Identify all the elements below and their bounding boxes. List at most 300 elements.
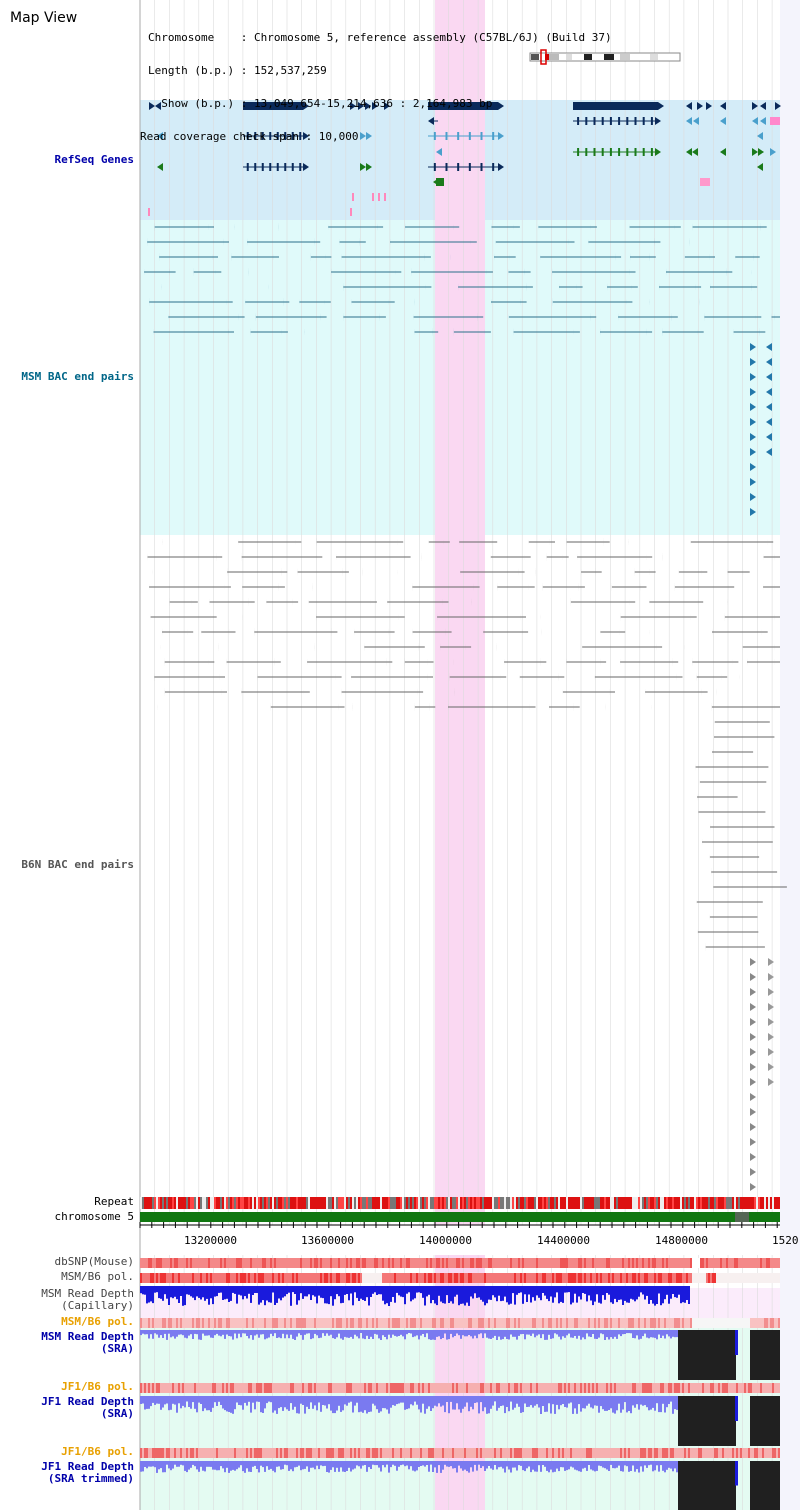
jf1-depth-trimmed-bar <box>500 1461 502 1467</box>
jf1-b6-pol-strip-2 <box>736 1448 738 1458</box>
jf1-read-depth-trimmed-label[interactable]: JF1 Read Depth (SRA trimmed) <box>41 1460 134 1485</box>
assembly-info <box>140 10 612 164</box>
dbsnp-strip <box>182 1258 184 1268</box>
dbsnp-strip <box>264 1258 266 1268</box>
msm-depth-sra-bar <box>188 1330 190 1336</box>
jf1-b6-pol-strip-2 <box>142 1448 144 1458</box>
dbsnp-strip <box>140 1258 142 1268</box>
msm-depth-capillary-bar <box>336 1286 338 1294</box>
jf1-depth-trimmed-bar <box>308 1461 310 1472</box>
msm-b6-pol-strip-2 <box>426 1318 428 1328</box>
msm-depth-sra-bar <box>534 1330 536 1337</box>
jf1-b6-pol-strip <box>768 1383 770 1393</box>
dbsnp-strip <box>296 1258 298 1268</box>
msm-b6-pol-strip <box>504 1273 506 1283</box>
jf1-b6-pol-strip <box>648 1383 650 1393</box>
msm-depth-sra-bar <box>366 1330 368 1336</box>
dbsnp-strip <box>710 1258 712 1268</box>
jf1-depth-sra-bar <box>550 1396 552 1414</box>
msm-b6-pol-strip-2 <box>486 1318 488 1328</box>
msm-depth-capillary-bar <box>206 1286 208 1299</box>
jf1-b6-pol-strip <box>486 1383 488 1393</box>
jf1-b6-pol-strip <box>544 1383 546 1393</box>
jf1-b6-pol-strip-2 <box>700 1448 702 1458</box>
jf1-depth-trimmed-bar <box>494 1461 496 1465</box>
jf1-b6-pol-strip-2 <box>150 1448 152 1458</box>
dbsnp-strip <box>254 1258 256 1268</box>
msm-depth-capillary-bar <box>564 1286 566 1293</box>
jf1-b6-pol-strip <box>660 1383 662 1393</box>
repeat-mark <box>152 1197 154 1209</box>
jf1-depth-trimmed-bar <box>332 1461 334 1467</box>
repeat-mark <box>404 1197 406 1209</box>
msm-b6-pol-strip <box>600 1273 602 1283</box>
repeat-mark <box>558 1197 560 1209</box>
jf1-b6-pol-strip-2 <box>686 1448 688 1458</box>
repeat-mark <box>382 1197 384 1209</box>
msm-depth-sra-bar <box>408 1330 410 1333</box>
msm-b6-pol-strip-2 <box>384 1318 386 1328</box>
jf1-b6-pol-strip-2 <box>404 1448 406 1458</box>
jf1-depth-sra-bar <box>172 1396 174 1404</box>
dbsnp-strip <box>176 1258 178 1268</box>
dbsnp-strip <box>204 1258 206 1268</box>
msm-depth-sra-bar <box>570 1330 572 1338</box>
dbsnp-strip <box>572 1258 574 1268</box>
msm-b6-pol-strip <box>172 1273 174 1283</box>
jf1-depth-sra-bar <box>568 1396 570 1404</box>
repeat-mark <box>458 1197 460 1209</box>
msm-depth-capillary-bar <box>222 1286 224 1300</box>
dbsnp-label[interactable]: dbSNP(Mouse) <box>54 1255 134 1268</box>
msm-b6-pol-label-2[interactable]: MSM/B6 pol. <box>61 1315 134 1328</box>
msm-b6-pol-strip <box>450 1273 452 1283</box>
dbsnp-strip <box>584 1258 586 1268</box>
jf1-b6-pol-strip-2 <box>370 1448 372 1458</box>
jf1-b6-pol-label[interactable]: JF1/B6 pol. <box>61 1380 134 1393</box>
jf1-read-depth-sra-label[interactable]: JF1 Read Depth (SRA) <box>41 1395 134 1420</box>
jf1-depth-sra-bar <box>482 1396 484 1411</box>
jf1-depth-sra-bar <box>442 1396 444 1406</box>
dbsnp-strip <box>298 1258 300 1268</box>
msm-read-depth-capillary-label[interactable]: MSM Read Depth (Capillary) <box>41 1287 134 1312</box>
msm-b6-pol-strip <box>476 1273 478 1283</box>
msm-depth-capillary-bar <box>416 1286 418 1293</box>
msm-depth-capillary-bar <box>572 1286 574 1303</box>
msm-b6-pol-strip <box>730 1273 732 1283</box>
msm-b6-pol-strip-2 <box>352 1318 354 1328</box>
dbsnp-strip <box>208 1258 210 1268</box>
repeat-mark <box>698 1197 700 1209</box>
jf1-depth-trimmed-bar <box>336 1461 338 1468</box>
jf1-b6-pol-strip <box>220 1383 222 1393</box>
msm-depth-capillary-bar <box>330 1286 332 1296</box>
jf1-depth-trimmed-bar <box>622 1461 624 1472</box>
msm-depth-sra-bar <box>196 1330 198 1334</box>
jf1-depth-sra-bar <box>386 1396 388 1410</box>
msm-b6-pol-strip-2 <box>774 1318 776 1328</box>
jf1-b6-pol-strip <box>398 1383 400 1393</box>
jf1-b6-pol-strip-2 <box>140 1448 142 1458</box>
msm-b6-pol-strip-2 <box>676 1318 678 1328</box>
msm-b6-pol-strip <box>656 1273 658 1283</box>
msm-depth-sra-bar <box>166 1330 168 1340</box>
b6n-bac-pair-head <box>768 1033 774 1041</box>
repeat-mark <box>746 1197 748 1209</box>
msm-depth-capillary-bar <box>458 1286 460 1305</box>
jf1-depth-trimmed-bar <box>192 1461 194 1465</box>
msm-depth-capillary-bar <box>310 1286 312 1300</box>
repeat-mark <box>246 1197 248 1209</box>
msm-depth-capillary-bar <box>362 1286 364 1300</box>
repeat-mark <box>334 1197 336 1209</box>
dbsnp-strip <box>724 1258 726 1268</box>
jf1-depth-trimmed-bar <box>660 1461 662 1465</box>
jf1-b6-pol-strip <box>668 1383 670 1393</box>
jf1-depth-sra-bar <box>248 1396 250 1402</box>
b6n-bac-end-pairs-label[interactable]: B6N BAC end pairs <box>21 858 134 871</box>
repeat-mark <box>372 1197 374 1209</box>
msm-b6-pol-label[interactable]: MSM/B6 pol. <box>61 1270 134 1283</box>
msm-b6-pol-strip-2 <box>612 1318 614 1328</box>
msm-depth-sra-bar <box>362 1330 364 1339</box>
dbsnp-strip <box>472 1258 474 1268</box>
jf1-b6-pol-strip <box>188 1383 190 1393</box>
msm-b6-pol-strip-2 <box>512 1318 514 1328</box>
msm-depth-sra-bar <box>490 1330 492 1339</box>
msm-b6-pol-strip <box>538 1273 540 1283</box>
repeat-mark <box>652 1197 654 1209</box>
jf1-depth-sra-bar <box>592 1396 594 1409</box>
dbsnp-strip <box>442 1258 444 1268</box>
msm-b6-pol-strip <box>444 1273 446 1283</box>
b6n-bac-pair-head <box>750 1153 756 1161</box>
msm-depth-sra-bar <box>252 1330 254 1340</box>
refseq-exon <box>434 163 436 171</box>
repeat-mark <box>524 1197 526 1209</box>
msm-depth-capillary-bar <box>356 1286 358 1298</box>
msm-b6-pol-strip-2 <box>724 1318 726 1328</box>
repeat-mark <box>178 1197 180 1209</box>
jf1-depth-trimmed-bar <box>658 1461 660 1472</box>
jf1-b6-pol-strip-2 <box>192 1448 194 1458</box>
msm-depth-capillary-bar <box>434 1286 436 1304</box>
msm-b6-pol-strip <box>700 1273 702 1283</box>
jf1-depth-trimmed-bar <box>382 1461 384 1465</box>
jf1-depth-trimmed-bar <box>278 1461 280 1466</box>
jf1-depth-trimmed-bar <box>592 1461 594 1471</box>
jf1-b6-pol-strip <box>140 1383 142 1393</box>
jf1-b6-pol-strip-2 <box>460 1448 462 1458</box>
coverage-span-info: Read coverage check span : 10,000 <box>140 130 359 143</box>
msm-b6-pol-strip-2 <box>492 1318 494 1328</box>
jf1-b6-pol-strip-2 <box>524 1448 526 1458</box>
jf1-depth-sra-bar <box>556 1396 558 1405</box>
jf1-depth-sra-bar <box>256 1396 258 1402</box>
jf1-depth-sra-bar <box>200 1396 202 1404</box>
dbsnp-strip <box>412 1258 414 1268</box>
msm-b6-pol-strip-2 <box>370 1318 372 1328</box>
dbsnp-strip <box>464 1258 466 1268</box>
jf1-b6-pol-strip-2 <box>706 1448 708 1458</box>
jf1-b6-pol-label-2[interactable]: JF1/B6 pol. <box>61 1445 134 1458</box>
msm-depth-capillary-bar <box>608 1286 610 1295</box>
jf1-depth-sra-bar <box>496 1396 498 1411</box>
jf1-depth-sra-bar <box>514 1396 516 1408</box>
jf1-b6-pol-strip <box>144 1383 146 1393</box>
msm-depth-sra-bar <box>422 1330 424 1334</box>
repeat-mark <box>648 1197 650 1209</box>
jf1-b6-pol-strip <box>714 1383 716 1393</box>
dbsnp-strip <box>458 1258 460 1268</box>
jf1-b6-pol-strip <box>162 1383 164 1393</box>
jf1-b6-pol-strip-2 <box>340 1448 342 1458</box>
dbsnp-strip <box>398 1258 400 1268</box>
jf1-depth-sra-bar <box>646 1396 648 1407</box>
msm-b6-pol-strip <box>260 1273 262 1283</box>
repeat-mark <box>636 1197 638 1209</box>
jf1-b6-pol-strip <box>198 1383 200 1393</box>
jf1-b6-pol-strip <box>494 1383 496 1393</box>
refseq-genes-label[interactable]: RefSeq Genes <box>54 153 134 166</box>
msm-depth-capillary-bar <box>168 1286 170 1305</box>
dbsnp-strip <box>558 1258 560 1268</box>
msm-depth-sra-bar <box>494 1330 496 1336</box>
jf1-depth-trimmed-bar <box>372 1461 374 1465</box>
msm-bac-end-pairs-label[interactable]: MSM BAC end pairs <box>21 370 134 383</box>
repeat-mark <box>384 1197 386 1209</box>
jf1-b6-pol-strip-2 <box>274 1448 276 1458</box>
jf1-b6-pol-strip <box>570 1383 572 1393</box>
jf1-b6-pol-strip <box>192 1383 194 1393</box>
jf1-depth-sra-bar <box>582 1396 584 1408</box>
jf1-b6-pol-strip-2 <box>336 1448 338 1458</box>
jf1-b6-pol-strip-2 <box>320 1448 322 1458</box>
msm-b6-pol-strip <box>168 1273 170 1283</box>
repeat-mark <box>186 1197 188 1209</box>
jf1-b6-pol-strip-2 <box>346 1448 348 1458</box>
msm-b6-pol-strip-2 <box>614 1318 616 1328</box>
jf1-b6-pol-strip <box>432 1383 434 1393</box>
msm-b6-pol-strip <box>176 1273 178 1283</box>
jf1-b6-pol-strip <box>676 1383 678 1393</box>
repeat-mark <box>472 1197 474 1209</box>
msm-b6-pol-strip <box>686 1273 688 1283</box>
jf1-depth-sra-bar <box>624 1396 626 1402</box>
repeat-mark <box>546 1197 548 1209</box>
dbsnp-strip <box>750 1258 752 1268</box>
msm-depth-capillary-bar <box>272 1286 274 1293</box>
jf1-b6-pol-strip-2 <box>564 1448 566 1458</box>
jf1-b6-pol-strip-2 <box>476 1448 478 1458</box>
jf1-b6-pol-strip-2 <box>398 1448 400 1458</box>
dbsnp-strip <box>406 1258 408 1268</box>
jf1-b6-pol-strip-2 <box>394 1448 396 1458</box>
dbsnp-strip <box>582 1258 584 1268</box>
dbsnp-strip <box>702 1258 704 1268</box>
msm-depth-sra-bar <box>310 1330 312 1339</box>
jf1-b6-pol-strip-2 <box>674 1448 676 1458</box>
repeat-mark <box>248 1197 250 1209</box>
msm-b6-pol-strip-2 <box>508 1318 510 1328</box>
jf1-b6-pol-strip <box>560 1383 562 1393</box>
msm-b6-pol-strip <box>470 1273 472 1283</box>
jf1-b6-pol-strip <box>280 1383 282 1393</box>
msm-b6-pol-strip <box>724 1273 726 1283</box>
msm-b6-pol-strip <box>350 1273 352 1283</box>
dbsnp-strip <box>556 1258 558 1268</box>
msm-b6-pol-strip <box>630 1273 632 1283</box>
msm-depth-capillary-bar <box>598 1286 600 1303</box>
repeat-mark <box>252 1197 254 1209</box>
msm-depth-capillary-bar <box>482 1286 484 1302</box>
msm-b6-pol-strip <box>590 1273 592 1283</box>
msm-b6-pol-strip-2 <box>156 1318 158 1328</box>
msm-depth-sra-bar <box>406 1330 408 1334</box>
jf1-b6-pol-strip-2 <box>694 1448 696 1458</box>
jf1-b6-pol-strip <box>246 1383 248 1393</box>
msm-b6-pol-strip-2 <box>654 1318 656 1328</box>
jf1-depth-sra-bar <box>198 1396 200 1403</box>
msm-depth-sra-bar <box>460 1330 462 1339</box>
msm-depth-sra-bar <box>352 1330 354 1339</box>
msm-depth-sra-bar <box>472 1330 474 1339</box>
msm-b6-pol-strip-2 <box>458 1318 460 1328</box>
msm-b6-pol-strip-2 <box>146 1318 148 1328</box>
dbsnp-strip <box>704 1258 706 1268</box>
msm-depth-capillary-bar <box>504 1286 506 1297</box>
msm-b6-pol-strip <box>568 1273 570 1283</box>
jf1-b6-pol-strip-2 <box>276 1448 278 1458</box>
jf1-depth-sra-bar <box>486 1396 488 1414</box>
dbsnp-strip <box>662 1258 664 1268</box>
repeat-mark <box>764 1197 766 1209</box>
msm-b6-pol-strip-2 <box>678 1318 680 1328</box>
msm-depth-sra-bar <box>532 1330 534 1334</box>
msm-b6-pol-strip <box>238 1273 240 1283</box>
repeat-mark <box>494 1197 496 1209</box>
msm-depth-capillary-bar <box>626 1286 628 1303</box>
jf1-depth-sra-bar <box>436 1396 438 1407</box>
msm-b6-pol-strip-2 <box>284 1318 286 1328</box>
jf1-b6-pol-strip <box>244 1383 246 1393</box>
jf1-depth-sra-bar <box>462 1396 464 1409</box>
repeat-mark <box>554 1197 556 1209</box>
repeat-mark <box>586 1197 588 1209</box>
dbsnp-strip <box>222 1258 224 1268</box>
msm-depth-capillary-bar <box>454 1286 456 1297</box>
repeat-mark <box>724 1197 726 1209</box>
dbsnp-strip <box>774 1258 776 1268</box>
repeat-mark <box>442 1197 444 1209</box>
jf1-depth-trimmed-bar <box>598 1461 600 1466</box>
msm-b6-pol-strip <box>364 1273 366 1283</box>
repeat-mark <box>364 1197 366 1209</box>
jf1-b6-pol-strip-2 <box>734 1448 736 1458</box>
msm-depth-sra-bar <box>332 1330 334 1338</box>
repeat-mark <box>412 1197 414 1209</box>
msm-b6-pol-strip-2 <box>644 1318 646 1328</box>
msm-b6-pol-strip <box>236 1273 238 1283</box>
jf1-b6-pol-strip <box>638 1383 640 1393</box>
repeat-mark <box>622 1197 624 1209</box>
msm-b6-pol-strip-2 <box>712 1318 714 1328</box>
jf1-b6-pol-strip <box>612 1383 614 1393</box>
repeat-mark <box>408 1197 410 1209</box>
dbsnp-strip <box>414 1258 416 1268</box>
jf1-b6-pol-strip <box>406 1383 408 1393</box>
msm-depth-sra-bar <box>540 1330 542 1338</box>
msm-depth-capillary-bar <box>474 1286 476 1293</box>
msm-b6-pol-strip <box>728 1273 730 1283</box>
dbsnp-strip <box>410 1258 412 1268</box>
jf1-depth-trimmed-bar <box>624 1461 626 1465</box>
jf1-depth-sra-bar <box>158 1396 160 1404</box>
jf1-b6-pol-strip <box>276 1383 278 1393</box>
msm-depth-capillary-bar <box>656 1286 658 1304</box>
msm-depth-capillary-bar <box>556 1286 558 1292</box>
jf1-depth-trimmed-bar <box>478 1461 480 1465</box>
msm-depth-sra-bar <box>240 1330 242 1337</box>
msm-b6-pol-strip <box>500 1273 502 1283</box>
repeat-mark <box>386 1197 388 1209</box>
msm-depth-capillary-bar <box>284 1286 286 1296</box>
msm-b6-pol-strip <box>266 1273 268 1283</box>
msm-b6-pol-strip <box>344 1273 346 1283</box>
msm-b6-pol-strip <box>224 1273 226 1283</box>
msm-depth-sra-bar <box>330 1330 332 1335</box>
msm-depth-capillary-bar <box>522 1286 524 1304</box>
msm-read-depth-sra-label[interactable]: MSM Read Depth (SRA) <box>41 1330 134 1355</box>
jf1-b6-pol-strip <box>216 1383 218 1393</box>
repeat-mark <box>710 1197 712 1209</box>
jf1-b6-pol-strip <box>546 1383 548 1393</box>
jf1-depth-sra-bar <box>358 1396 360 1412</box>
dbsnp-strip <box>374 1258 376 1268</box>
jf1-depth-trimmed-bar <box>512 1461 514 1468</box>
jf1-b6-pol-strip <box>568 1383 570 1393</box>
msm-depth-sra-bar <box>606 1330 608 1337</box>
msm-b6-pol-strip <box>532 1273 534 1283</box>
jf1-depth-trimmed-bar <box>472 1461 474 1472</box>
msm-b6-pol-strip <box>488 1273 490 1283</box>
b6n-bac-pair-head <box>750 973 756 981</box>
msm-depth-sra-bar <box>506 1330 508 1339</box>
jf1-depth-sra-bar <box>148 1396 150 1409</box>
msm-depth-capillary-bar <box>602 1286 604 1295</box>
jf1-depth-sra-bar <box>300 1396 302 1404</box>
jf1-b6-pol-strip-2 <box>374 1448 376 1458</box>
jf1-b6-pol-strip <box>428 1383 430 1393</box>
repeat-mark <box>714 1197 716 1209</box>
msm-b6-pol-strip-2 <box>424 1318 426 1328</box>
jf1-depth-trimmed-bar <box>420 1461 422 1466</box>
jf1-depth-trimmed-bar <box>386 1461 388 1465</box>
msm-b6-pol-strip <box>202 1273 204 1283</box>
jf1-depth-sra-bar <box>304 1396 306 1414</box>
msm-depth-sra-bar <box>474 1330 476 1336</box>
jf1-depth-trimmed-bar <box>258 1461 260 1472</box>
msm-b6-pol-strip <box>706 1273 708 1283</box>
refseq-pink-mark <box>384 193 386 201</box>
repeat-mark <box>238 1197 240 1209</box>
msm-b6-pol-strip-2 <box>252 1318 254 1328</box>
msm-depth-sra-bar <box>614 1330 616 1337</box>
dbsnp-strip <box>362 1258 364 1268</box>
jf1-depth-sra-bar <box>480 1396 482 1402</box>
msm-depth-capillary-bar <box>526 1286 528 1302</box>
refseq-exon <box>626 117 628 125</box>
